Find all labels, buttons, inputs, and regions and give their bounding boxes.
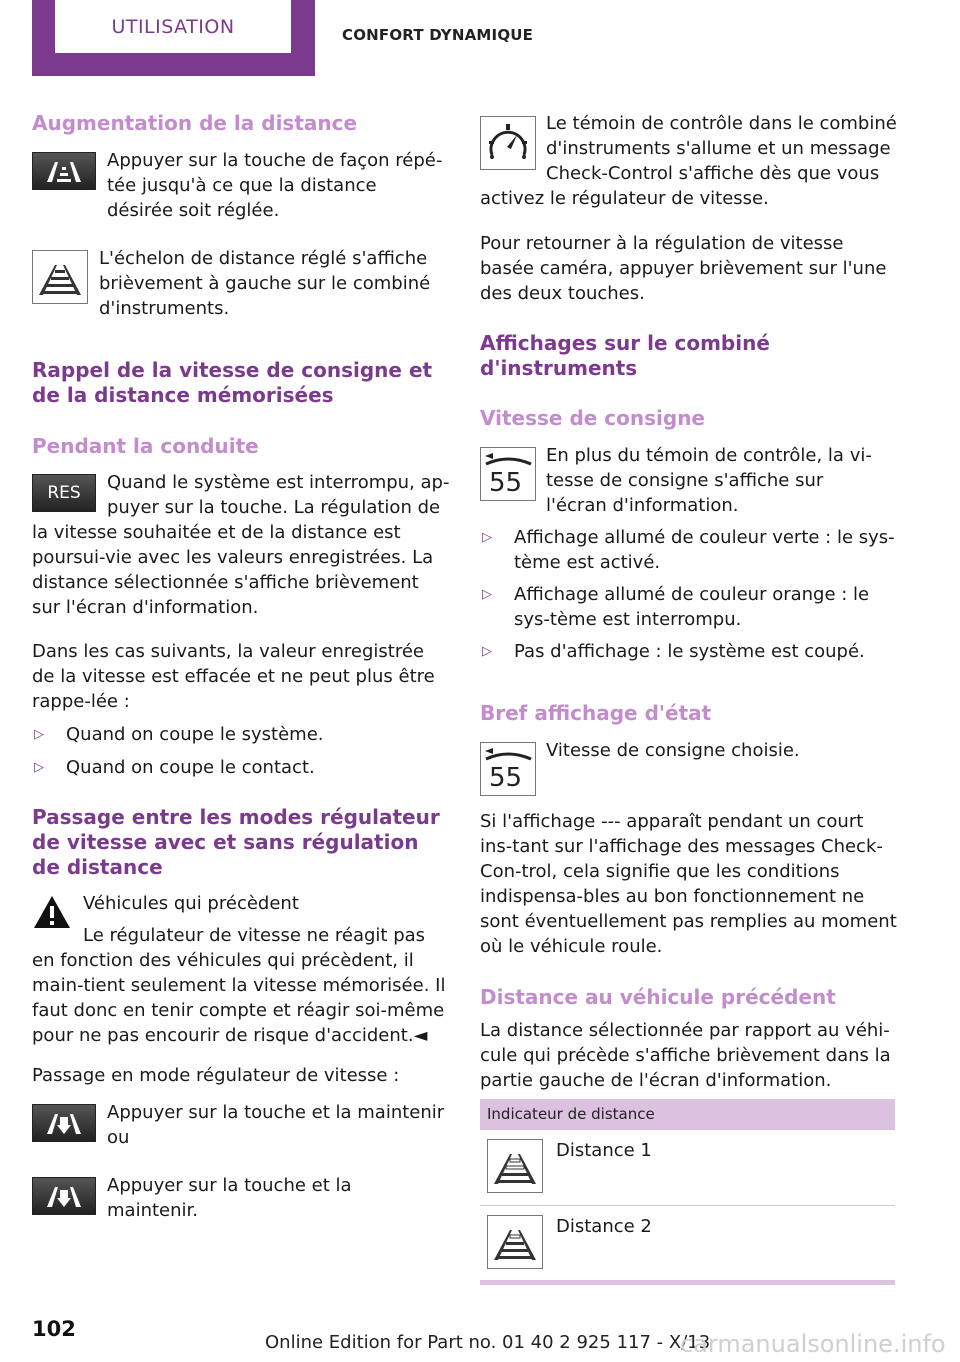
watermark: carmanualsonline.info — [680, 1330, 946, 1358]
set-speed-icon — [480, 447, 536, 501]
set-speed-icon — [480, 742, 536, 796]
warning-text: Le régulateur de vitesse ne réagit pas en fonction des véhicules qui précèdent, il main‐tient seulement la vitesse mémorisée. Il faut donc en tenir compte et réagir soi-même pour ne pas encourir de risque d'accident.◄ — [32, 925, 446, 1046]
distance-2-icon — [487, 1215, 543, 1269]
table-row: Distance 1 — [556, 1140, 652, 1161]
heading-bref: Bref affichage d'état — [480, 701, 712, 725]
text-si: Si l'affichage --- apparaît pendant un court ins‐tant sur l'affichage des messages Check-Con‐trol, cela signifie que les conditions indispensa‐bles au bon fonctionnement ne sont éventuellement pas remplies au moment où le véhicule roule. — [480, 811, 897, 957]
distance-button-icon — [32, 1104, 96, 1142]
text-en-plus: En plus du témoin de contrôle, la vi‐tesse de consigne s'affiche sur l'écran d'information. — [546, 445, 872, 516]
distance-button-icon — [32, 1177, 96, 1215]
text-cas: Dans les cas suivants, la valeur enregistrée de la vitesse est effacée et ne peut plus être rappe‐lée : — [32, 641, 435, 712]
table-header: Indicateur de distance — [480, 1099, 895, 1130]
bullet-marker: ▷ — [34, 760, 44, 775]
bullet-marker: ▷ — [482, 530, 492, 545]
heading-affichages: Affichages sur le combiné d'instruments — [480, 331, 770, 380]
text-interrompu: Quand le système est interrompu, ap‐puyer sur la touche. La régulation de la vitesse souhaitée et de la distance est poursui‐vie avec les valeurs enregistrées. La distance sélectionnée s'affiche brièvement sur l'écran d'information. — [32, 472, 450, 618]
text-maintenir-ou: Appuyer sur la touche et la maintenir ou — [107, 1102, 445, 1148]
bullet-item: Pas d'affichage : le système est coupé. — [514, 641, 865, 662]
distance-scale-icon — [32, 250, 88, 304]
text-distance: La distance sélectionnée par rapport au véhi‐cule qui précède s'affiche brièvement dans la partie gauche de l'écran d'information. — [480, 1020, 891, 1091]
speed-value: 55 — [489, 468, 523, 498]
bullet-marker: ▷ — [482, 644, 492, 659]
table-divider — [480, 1205, 895, 1206]
table-row: Distance 2 — [556, 1216, 652, 1237]
res-label: RES — [47, 483, 81, 503]
bullet-item: Affichage allumé de couleur orange : le sys‐tème est interrompu. — [514, 584, 870, 630]
bullet-marker: ▷ — [482, 587, 492, 602]
section-label: UTILISATION — [111, 15, 235, 38]
heading-distance: Distance au véhicule précédent — [480, 985, 836, 1009]
distance-1-icon — [487, 1139, 543, 1193]
bullet-marker: ▷ — [34, 727, 44, 742]
bullet-item: Quand on coupe le contact. — [66, 757, 315, 778]
section-tab — [55, 0, 291, 53]
footer-edition: Online Edition for Part no. 01 40 2 925 117 - X/13 — [265, 1332, 711, 1353]
text-echelon: L'échelon de distance réglé s'affiche brièvement à gauche sur le combiné d'instruments. — [99, 248, 431, 319]
heading-augmentation: Augmentation de la distance — [32, 111, 358, 135]
warning-title: Véhicules qui précèdent — [83, 893, 299, 914]
heading-vitesse: Vitesse de consigne — [480, 406, 705, 430]
bullet-item: Quand on coupe le système. — [66, 724, 324, 745]
speed-value: 55 — [489, 763, 523, 793]
text-maintenir: Appuyer sur la touche et la maintenir. — [107, 1175, 352, 1221]
text-temoin: Le témoin de contrôle dans le combiné d'instruments s'allume et un message Check-Control s'affiche dès que vous activez le régulateur de vitesse. — [480, 113, 897, 209]
chapter-title: CONFORT DYNAMIQUE — [342, 26, 534, 44]
text-retour: Pour retourner à la régulation de vitesse basée caméra, appuyer brièvement sur l'une des deux touches. — [480, 233, 887, 304]
heading-rappel: Rappel de la vitesse de consigne et de la distance mémorisées — [32, 358, 433, 407]
text-choisie: Vitesse de consigne choisie. — [546, 740, 800, 761]
heading-passage: Passage entre les modes régulateur de vitesse avec et sans régulation de distance — [32, 805, 440, 879]
bullet-item: Affichage allumé de couleur verte : le sys‐tème est activé. — [514, 527, 895, 573]
text-augmentation: Appuyer sur la touche de façon répé‐tée jusqu'à ce que la distance désirée soit réglée. — [107, 150, 443, 221]
page-number: 102 — [32, 1317, 76, 1341]
heading-conduite: Pendant la conduite — [32, 434, 259, 458]
table-bottom-bar — [480, 1280, 895, 1285]
distance-button-icon — [32, 152, 96, 190]
text-passage-mode: Passage en mode régulateur de vitesse : — [32, 1065, 400, 1086]
